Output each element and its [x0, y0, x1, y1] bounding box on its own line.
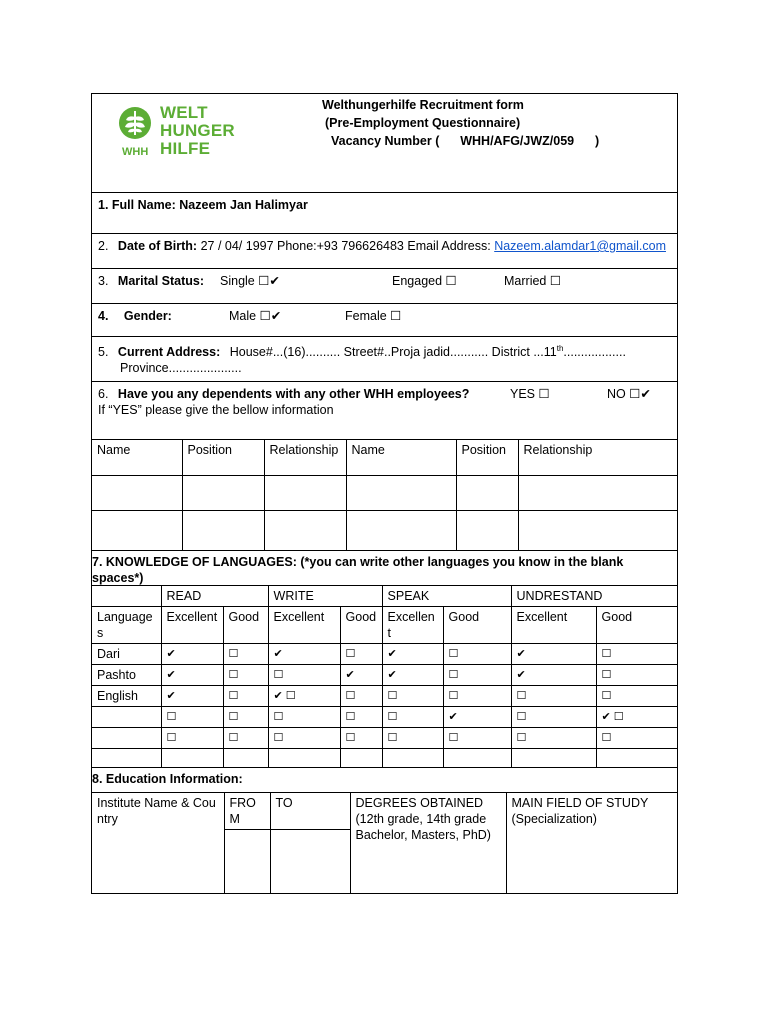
lang-sub-languages: Languages — [92, 607, 161, 644]
dep-header-name: Name — [92, 440, 182, 475]
edu-from-cell[interactable] — [224, 829, 270, 893]
dependents-table — [92, 440, 677, 551]
form-title-block — [322, 96, 599, 150]
lang-sub-good: Good — [340, 607, 382, 644]
address-label: Current Address: — [117, 345, 221, 360]
lang-checkbox[interactable]: ☐ — [223, 644, 268, 665]
q2-number: 2. — [98, 239, 109, 253]
lang-checkbox[interactable]: ✔ — [268, 644, 340, 665]
full-name-row — [92, 193, 677, 234]
lang-cell[interactable] — [443, 749, 511, 767]
lang-checkbox[interactable]: ☐ — [268, 728, 340, 749]
dep-cell[interactable] — [456, 510, 518, 550]
lang-checkbox[interactable]: ☐ — [340, 707, 382, 728]
lang-cell[interactable] — [268, 749, 340, 767]
email-link[interactable]: Nazeem.alamdar1@gmail.com — [494, 239, 666, 253]
lang-sub-good: Good — [596, 607, 677, 644]
single-checkbox[interactable]: Single ☐✔ — [220, 274, 280, 288]
recruitment-form — [91, 93, 678, 894]
edu-header-field: MAIN FIELD OF STUDY (Specialization) — [506, 793, 677, 894]
table-row — [92, 686, 677, 707]
lang-checkbox[interactable]: ✔ — [511, 644, 596, 665]
lang-checkbox[interactable]: ☐ — [443, 665, 511, 686]
lang-checkbox[interactable]: ✔ — [340, 665, 382, 686]
lang-checkbox[interactable]: ☐ — [382, 707, 443, 728]
education-table — [92, 793, 677, 894]
language-name[interactable] — [92, 728, 161, 749]
male-checkbox[interactable]: Male ☐✔ — [229, 309, 282, 323]
table-row — [92, 475, 677, 510]
lang-checkbox[interactable]: ☐ — [443, 686, 511, 707]
form-header — [92, 94, 677, 193]
lang-checkbox[interactable]: ☐ — [161, 707, 223, 728]
lang-sub-good: Good — [443, 607, 511, 644]
lang-checkbox[interactable]: ☐ — [511, 728, 596, 749]
address-tail: .................. — [563, 345, 626, 360]
lang-checkbox[interactable]: ✔ — [443, 707, 511, 728]
dep-header-position: Position — [182, 440, 264, 475]
lang-checkbox[interactable]: ☐ — [443, 644, 511, 665]
form-title: Welthungerhilfe Recruitment form — [322, 98, 524, 112]
lang-cell[interactable] — [596, 749, 677, 767]
lang-cell[interactable] — [340, 749, 382, 767]
address-value: House#...(16).......... Street#..Proja jadid........... District ...11 — [229, 345, 557, 360]
whh-logo — [118, 104, 238, 160]
dependents-yes-checkbox[interactable]: YES ☐ — [510, 387, 550, 401]
lang-cell[interactable] — [223, 749, 268, 767]
languages-group-row — [92, 586, 677, 607]
lang-checkbox[interactable]: ☐ — [268, 707, 340, 728]
dep-cell[interactable] — [518, 475, 677, 510]
q3-number: 3. — [98, 274, 109, 288]
vacancy-number: Vacancy Number ( WHH/AFG/JWZ/059 ) — [331, 134, 600, 148]
lang-checkbox[interactable]: ✔ — [161, 686, 223, 707]
dep-header-name-2: Name — [346, 440, 456, 475]
table-row — [92, 749, 677, 767]
lang-checkbox[interactable]: ☐ — [511, 686, 596, 707]
lang-sub-excellent: Excellent — [268, 607, 340, 644]
dep-cell[interactable] — [456, 475, 518, 510]
lang-group-understand: UNDRESTAND — [511, 586, 677, 607]
address-sup: th — [556, 344, 564, 353]
engaged-checkbox[interactable]: Engaged ☐ — [392, 274, 457, 288]
language-name: English — [92, 686, 161, 707]
lang-checkbox[interactable]: ☐ — [340, 644, 382, 665]
lang-checkbox[interactable]: ✔ — [161, 665, 223, 686]
languages-heading: 7. KNOWLEDGE OF LANGUAGES: (*you can write other languages you know in the blank spaces*) — [92, 555, 624, 585]
logo-wordmark: WELT HUNGER HILFE — [160, 103, 235, 158]
language-name: Pashto — [92, 665, 161, 686]
edu-header-institute: Institute Name & Country — [92, 793, 224, 894]
lang-checkbox[interactable]: ☐ — [596, 686, 677, 707]
lang-group-speak: SPEAK — [382, 586, 511, 607]
lang-cell[interactable] — [511, 749, 596, 767]
languages-table — [92, 586, 677, 768]
marital-status-row — [92, 269, 677, 304]
edu-header-degrees: DEGREES OBTAINED (12th grade, 14th grade Bachelor, Masters, PhD) — [350, 793, 506, 894]
table-row — [92, 707, 677, 728]
dob-phone-value: 27 / 04/ 1997 Phone:+93 796626483 Email Address: — [197, 239, 495, 253]
lang-checkbox[interactable]: ✔ ☐ — [596, 707, 677, 728]
dep-cell[interactable] — [346, 510, 456, 550]
dep-header-relationship-2: Relationship — [518, 440, 677, 475]
lang-sub-excellent: Excellent — [382, 607, 443, 644]
lang-checkbox[interactable]: ☐ — [596, 728, 677, 749]
full-name-label: 1. Full Name: Nazeem Jan Halimyar — [98, 198, 308, 212]
lang-sub-excellent: Excellent — [161, 607, 223, 644]
lang-checkbox[interactable]: ✔ — [382, 644, 443, 665]
dob-row — [92, 234, 677, 269]
lang-checkbox[interactable]: ✔ — [511, 665, 596, 686]
lang-sub-good: Good — [223, 607, 268, 644]
lang-sub-excellent: Excellent — [511, 607, 596, 644]
languages-heading-row — [92, 551, 677, 586]
lang-checkbox[interactable]: ☐ — [223, 728, 268, 749]
lang-cell[interactable] — [161, 749, 223, 767]
wheat-leaf-icon — [118, 106, 152, 140]
lang-checkbox[interactable]: ☐ — [268, 665, 340, 686]
dep-cell[interactable] — [264, 475, 346, 510]
edu-header-from: FROM — [224, 793, 270, 830]
lang-cell[interactable] — [382, 749, 443, 767]
dep-cell[interactable] — [182, 475, 264, 510]
lang-checkbox[interactable]: ☐ — [382, 686, 443, 707]
language-name[interactable] — [92, 707, 161, 728]
lang-checkbox[interactable]: ☐ — [596, 644, 677, 665]
lang-checkbox[interactable]: ☐ — [340, 728, 382, 749]
lang-checkbox[interactable]: ✔ — [382, 665, 443, 686]
edu-header-to: TO — [270, 793, 350, 830]
marital-status-label: Marital Status: — [117, 274, 205, 288]
education-heading: 8. Education Information: — [92, 771, 243, 786]
dep-header-relationship: Relationship — [264, 440, 346, 475]
dependents-no-checkbox[interactable]: NO ☐✔ — [607, 387, 651, 401]
lang-checkbox[interactable]: ☐ — [340, 686, 382, 707]
logo-abbr: WHH — [122, 146, 149, 158]
lang-checkbox[interactable]: ☐ — [511, 707, 596, 728]
lang-group-blank — [92, 586, 161, 607]
lang-group-write: WRITE — [268, 586, 382, 607]
gender-row — [92, 304, 677, 337]
lang-checkbox[interactable]: ☐ — [596, 665, 677, 686]
lang-checkbox[interactable]: ☐ — [161, 728, 223, 749]
lang-checkbox[interactable]: ☐ — [223, 686, 268, 707]
dep-cell[interactable] — [92, 475, 182, 510]
q5-number: 5. — [98, 345, 109, 360]
dep-cell[interactable] — [264, 510, 346, 550]
lang-checkbox[interactable]: ✔ ☐ — [268, 686, 340, 707]
q4-number: 4. — [98, 309, 109, 323]
lang-checkbox[interactable]: ✔ — [161, 644, 223, 665]
table-row — [92, 644, 677, 665]
table-row — [92, 510, 677, 550]
dep-cell[interactable] — [182, 510, 264, 550]
education-heading-row — [92, 768, 677, 793]
table-row — [92, 728, 677, 749]
dep-cell[interactable] — [92, 510, 182, 550]
address-row — [92, 337, 677, 382]
female-checkbox[interactable]: Female ☐ — [345, 309, 402, 323]
languages-subheader-row — [92, 607, 677, 644]
edu-to-cell[interactable] — [270, 829, 350, 893]
married-checkbox[interactable]: Married ☐ — [504, 274, 562, 288]
lang-group-read: READ — [161, 586, 268, 607]
lang-checkbox[interactable]: ☐ — [223, 665, 268, 686]
dependents-question: Have you any dependents with any other WHH employees? — [117, 387, 470, 401]
gender-label: Gender: — [123, 309, 172, 323]
q6-number: 6. — [98, 387, 109, 401]
dep-cell[interactable] — [346, 475, 456, 510]
lang-checkbox[interactable]: ☐ — [443, 728, 511, 749]
dep-header-position-2: Position — [456, 440, 518, 475]
language-name: Dari — [92, 644, 161, 665]
dependents-note: If “YES” please give the bellow information — [98, 403, 334, 417]
dep-cell[interactable] — [518, 510, 677, 550]
dependents-header-row — [92, 440, 677, 475]
dob-label: Date of Birth: — [117, 239, 198, 253]
province-value: Province..................... — [120, 361, 242, 376]
lang-checkbox[interactable]: ☐ — [223, 707, 268, 728]
lang-checkbox[interactable]: ☐ — [382, 728, 443, 749]
table-row — [92, 665, 677, 686]
form-subtitle: (Pre-Employment Questionnaire) — [325, 116, 521, 130]
lang-cell[interactable] — [92, 749, 161, 767]
dependents-question-row — [92, 382, 677, 440]
